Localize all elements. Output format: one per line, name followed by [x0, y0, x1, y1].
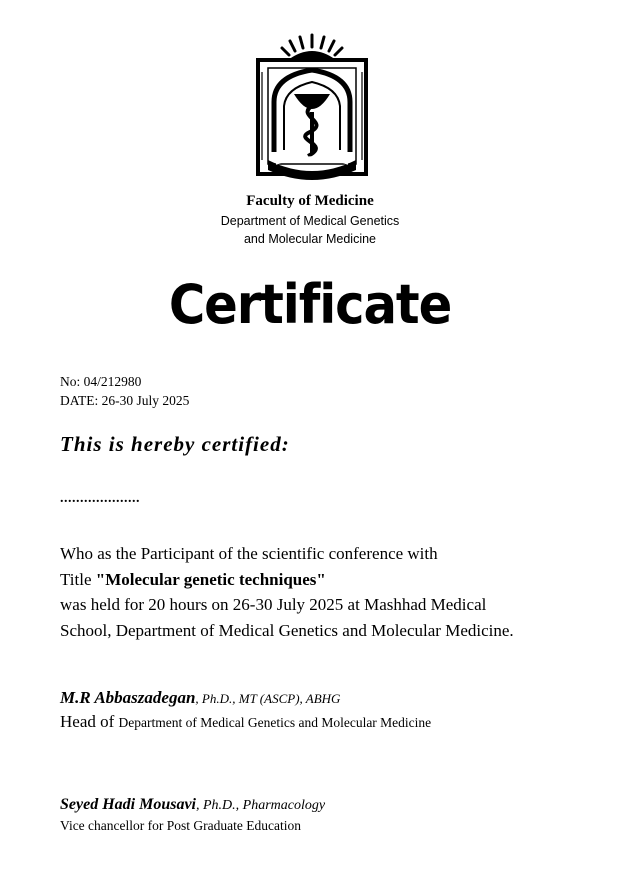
body-line-4: School, Department of Medical Genetics and Molecular Medicine. — [60, 620, 514, 640]
signatory-1-name: M.R Abbaszadegan — [60, 688, 196, 707]
certificate-number: No: 04/212980 — [60, 374, 142, 389]
certificate-body — [60, 541, 600, 643]
university-emblem-icon — [246, 32, 378, 190]
signatory-2-name: Seyed Hadi Mousavi — [60, 796, 196, 813]
participant-name-placeholder: .................... — [60, 491, 140, 506]
body-line-3: was held for 20 hours on 26-30 July 2025 at Mashhad Medical — [60, 595, 487, 614]
certificate-title: Certificate — [168, 273, 452, 336]
certified-heading: This is hereby certified: — [60, 432, 290, 456]
signatory-1-role-prefix: Head of — [60, 712, 119, 731]
department-line-1: Department of Medical Genetics — [220, 214, 400, 228]
faculty-name: Faculty of Medicine — [246, 193, 374, 209]
signatory-1-name-line — [60, 688, 340, 708]
signatory-2-name-line — [60, 796, 325, 814]
certificate-date: DATE: 26-30 July 2025 — [60, 393, 190, 408]
signatory-2-role: Vice chancellor for Post Graduate Education — [60, 818, 301, 833]
department-line-2: and Molecular Medicine — [243, 232, 376, 246]
conference-title: "Molecular genetic techniques" — [95, 569, 326, 589]
signatory-1-credentials: , Ph.D., MT (ASCP), ABHG — [195, 691, 341, 706]
signatory-1-role — [60, 712, 431, 732]
body-line-2 — [60, 567, 600, 593]
signatory-1-department: Department of Medical Genetics and Molecular Medicine — [118, 715, 432, 730]
title-prefix: Title — [60, 569, 96, 589]
signatory-2-credentials: , Ph.D., Pharmacology — [196, 798, 326, 813]
body-line-1: Who as the Participant of the scientific conference with — [60, 544, 438, 563]
